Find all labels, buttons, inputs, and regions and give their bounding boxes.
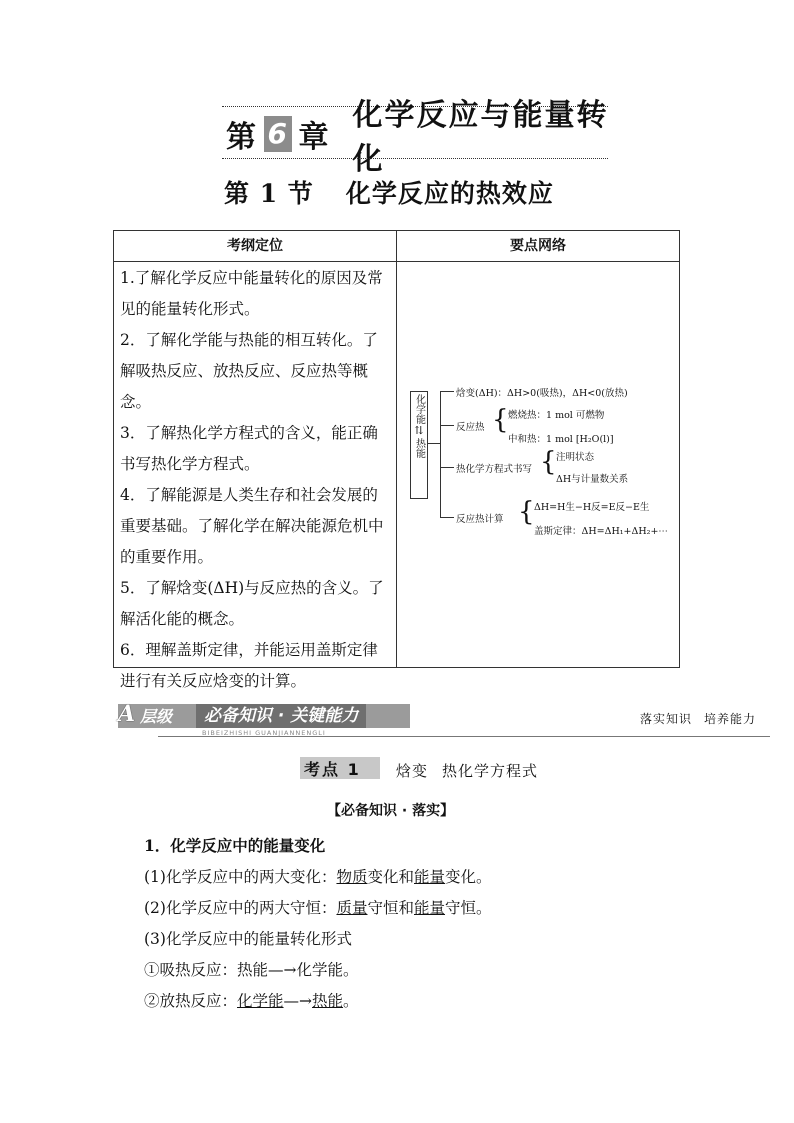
requirement-item: 1.了解化学反应中能量转化的原因及常见的能量转化形式。 [120,269,383,318]
section-heading [224,174,554,210]
kaodian-label: 考点 1 [304,760,361,779]
kaodian-title-2: 热化学方程式 [442,762,539,780]
chapter-suffix: 章 [298,120,331,155]
answer-blank: 化学能 [237,992,284,1010]
level-banner-right [640,710,756,727]
mindmap-hess-law: 盖斯定律：ΔH=ΔH₁+ΔH₂+⋯ [534,526,668,537]
requirement-item: 6．理解盖斯定律，并能运用盖斯定律进行有关反应焓变的计算。 [120,641,378,690]
body-line-5 [144,989,359,1011]
mindmap-state-note: 注明状态 [556,452,595,463]
requirement-item: 5．了解焓变(ΔH)与反应热的含义。了解活化能的概念。 [120,579,384,628]
chapter-prefix: 第 [226,120,258,155]
answer-blank: 能量 [414,899,446,917]
mindmap-root [410,391,428,499]
text: 守恒和 [367,899,414,917]
mindmap-branch-reaction-heat: 反应热 [456,422,485,433]
text: 变化。 [445,868,492,886]
chapter-title: 化学反应与能量转化 [352,98,609,177]
level-banner-right-2: 培养能力 [704,712,757,726]
mindmap-root-top: 化学能 [413,394,425,424]
body-line-1 [144,865,492,887]
chapter-number: 6 [264,116,292,152]
section-title: 化学反应的热效应 [345,179,554,208]
body-line-2 [144,896,492,918]
brace-icon: { [518,497,535,527]
text: 。 [343,992,359,1010]
kaodian-title-1: 焓变 [396,762,429,780]
kaodian-title [396,760,538,781]
mindmap [410,381,670,541]
text: 化学能。 [296,961,359,979]
text: 变化和 [367,868,414,886]
brace-icon: { [492,405,509,435]
brace-icon: { [540,447,557,477]
mindmap-root-bottom: 热能 [413,438,425,458]
answer-blank: 能量 [414,868,446,886]
answer-blank: 质量 [336,899,368,917]
level-banner-title: 必备知识 · 关键能力 [196,704,366,728]
text: ①吸热反应：热能 [144,961,269,979]
arrow-icon: —→ [283,992,313,1010]
answer-blank: 物质 [336,868,368,886]
mindmap-delta-h-formula: ΔH=H生−H反=E反−E生 [534,502,650,513]
body-line-3: (3)化学反应中的能量转化形式 [144,930,352,948]
text: 守恒。 [445,899,492,917]
text: (1)化学反应中的两大变化： [144,868,337,886]
mindmap-branch-equation: 热化学方程式书写 [456,464,533,475]
section-number: 第 1 节 [224,179,314,208]
table-header-requirements: 考纲定位 [227,238,283,254]
table-header-network: 要点网络 [510,238,566,254]
mindmap-branch-calculation: 反应热计算 [456,514,504,525]
outline-table [113,230,680,690]
mindmap-combustion-heat: 燃烧热：1 mol 可燃物 [508,410,605,421]
text: ②放热反应： [144,992,238,1010]
mindmap-coefficient-note: ΔH与计量数关系 [556,474,629,485]
requirement-item: 2．了解化学能与热能的相互转化。了解吸热反应、放热反应、反应热等概念。 [120,331,378,411]
mindmap-neutralization-heat: 中和热：1 mol [H₂O(l)] [508,434,614,445]
chapter-bottom-rule [222,158,608,159]
body-heading: 1．化学反应中的能量变化 [144,836,326,855]
chapter-heading [226,98,626,177]
body-line-4 [144,958,359,980]
level-banner-pinyin: BIBEIZHISHI GUANJIANNENGLI [202,729,326,737]
arrow-icon: —→ [268,961,297,979]
mindmap-branch-enthalpy: 焓变(ΔH)：ΔH>0(吸热)，ΔH<0(放热) [456,388,628,399]
answer-blank: 热能 [312,992,344,1010]
text: (2)化学反应中的两大守恒： [144,899,337,917]
requirement-item: 4．了解能源是人类生存和社会发展的重要基础。了解化学在解决能源危机中的重要作用。 [120,486,384,566]
level-letter: A [118,701,136,727]
subheading: 【必备知识 · 落实】 [327,803,455,819]
level-suffix: 层级 [140,707,173,726]
double-arrow-icon: ⇅ [414,424,424,437]
level-banner-right-1: 落实知识 [640,712,693,726]
requirements-list [120,263,392,697]
requirement-item: 3．了解热化学方程式的含义，能正确书写热化学方程式。 [120,424,378,473]
